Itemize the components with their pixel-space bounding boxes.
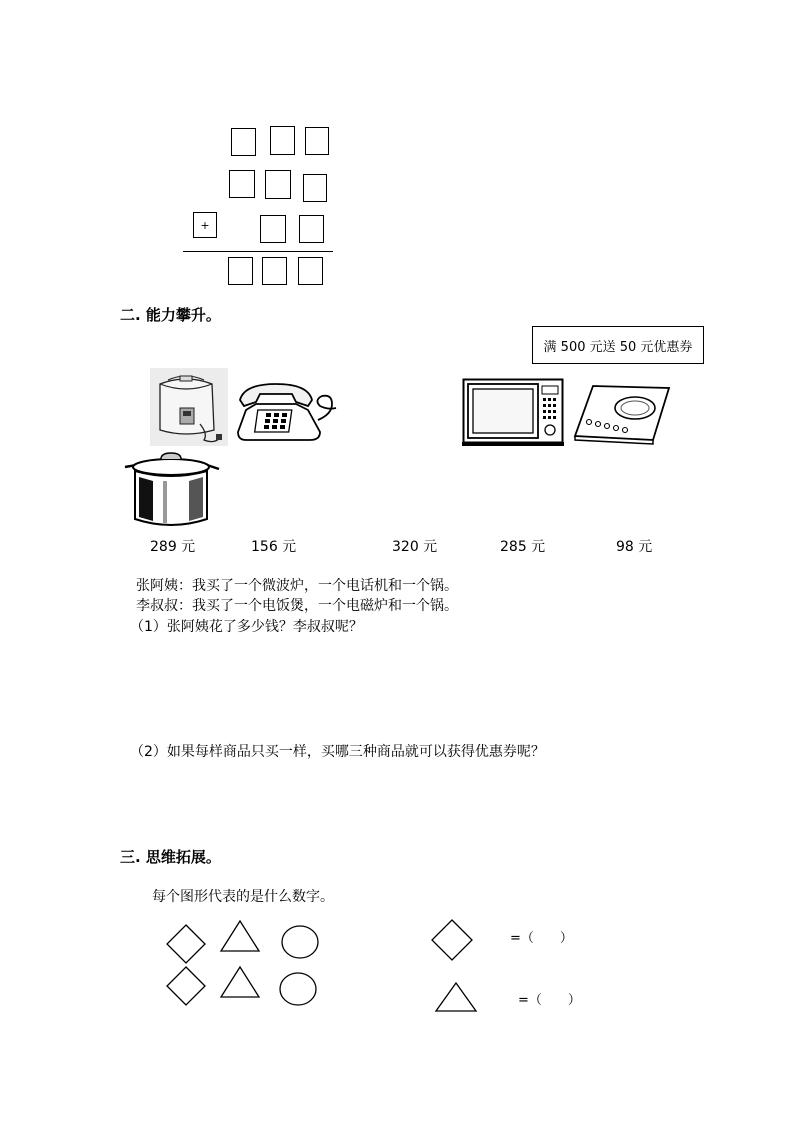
section-prompt: 每个图形代表的是什么数字。 [152,889,334,905]
digit-box[interactable] [229,170,255,198]
section-heading: 二. 能力攀升。 [120,306,221,324]
digit-box[interactable] [299,215,324,243]
question-1: （1）张阿姨花了多少钱？李叔叔呢？ [130,619,363,635]
answer-blank[interactable]: =（ ） [510,931,573,946]
price-label: 156 元 [251,539,297,555]
dialogue-line: 李叔叔：我买了一个电饭煲，一个电磁炉和一个锅。 [136,598,458,614]
price-label: 285 元 [500,539,546,555]
digit-box[interactable] [298,257,323,285]
sum-line [183,251,333,252]
price-label: 289 元 [150,539,196,555]
section-heading: 三. 思维拓展。 [120,848,221,866]
microwave-icon [462,378,564,446]
circle-icon [281,925,319,959]
plus-sign: + [193,212,217,238]
induction-cooker-icon [573,384,671,446]
digit-box[interactable] [303,174,327,202]
digit-box[interactable] [262,257,287,285]
answer-blank[interactable]: =（ ） [518,993,581,1008]
coupon-box: 满 500 元送 50 元优惠券 [532,326,704,364]
digit-box[interactable] [265,170,291,199]
dialogue-line: 张阿姨：我买了一个微波炉，一个电话机和一个锅。 [136,578,458,594]
digit-box[interactable] [260,215,286,243]
digit-box[interactable] [270,126,295,155]
price-label: 98 元 [616,539,653,555]
pot-icon [123,451,221,529]
circle-icon [279,972,317,1006]
digit-box[interactable] [231,128,256,156]
triangle-icon [220,966,260,998]
digit-box[interactable] [305,127,329,155]
question-2: （2）如果每样商品只买一样，买哪三种商品就可以获得优惠券呢？ [130,744,545,760]
triangle-icon [220,920,260,952]
diamond-icon [431,919,473,961]
price-label: 320 元 [392,539,438,555]
diamond-icon [166,966,206,1006]
rice-cooker-icon [150,368,228,446]
diamond-icon [166,924,206,964]
digit-box[interactable] [228,257,253,285]
triangle-icon [435,982,477,1012]
telephone-icon [236,380,342,444]
